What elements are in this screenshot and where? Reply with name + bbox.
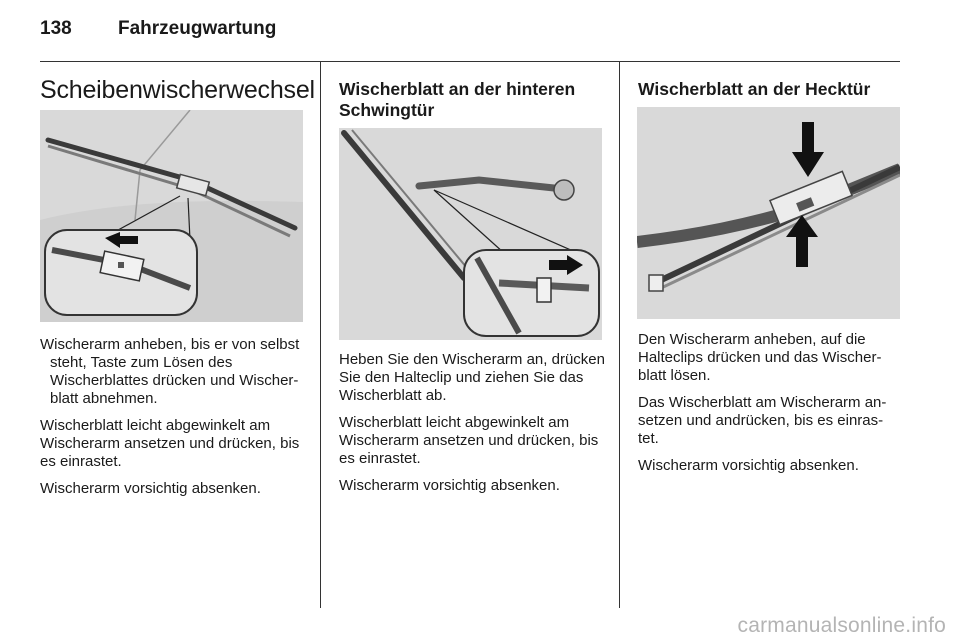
column-divider-1 (320, 62, 321, 608)
instruction-paragraph: Heben Sie den Wischerarm an, drücken Sie den Halteclip und ziehen Sie das Wischerblatt ab. (339, 351, 605, 404)
instruction-paragraph: Wischerarm vorsichtig absenken. (638, 457, 859, 474)
instruction-paragraph: Das Wischerblatt am Wischerarm an- setzen und andrücken, bis es einras- tet. (638, 394, 887, 447)
header-rule (40, 61, 900, 62)
section-heading: Wischerblatt an der hinteren Schwingtür (339, 79, 576, 120)
instruction-paragraph: Wischerarm vorsichtig absenken. (339, 477, 560, 494)
tailgate-wiper-illustration-icon (637, 107, 900, 319)
column-rear-swing-door-text (339, 351, 609, 504)
column-front-wiper (40, 76, 315, 105)
section-heading: Wischerblatt an der Hecktür (638, 79, 871, 99)
page-number: 138 (40, 18, 72, 39)
column-front-wiper-text (40, 336, 310, 507)
front-wiper-illustration-icon (40, 110, 303, 322)
column-tailgate-text (638, 331, 903, 484)
column-rear-swing-door (339, 79, 609, 121)
section-heading: Scheibenwischerwechsel (40, 76, 315, 104)
column-divider-2 (619, 62, 620, 608)
instruction-paragraph: Wischerblatt leicht abgewinkelt am Wischerarm ansetzen und drücken, bis es einrastet. (40, 417, 300, 470)
column-tailgate (638, 79, 903, 100)
instruction-paragraph: Den Wischerarm anheben, auf die Halteclips drücken und das Wischer- blatt lösen. (638, 331, 882, 384)
instruction-paragraph: Wischerarm vorsichtig absenken. (40, 480, 261, 497)
watermark: carmanualsonline.info (737, 614, 946, 637)
rear-swing-door-wiper-illustration-icon (339, 128, 602, 340)
instruction-paragraph: Wischerarm anheben, bis er von selbst steht, Taste zum Lösen des Wischerblattes drücken und Wischer- blatt abnehmen. (40, 336, 300, 407)
instruction-paragraph: Wischerblatt leicht abgewinkelt am Wischerarm ansetzen und drücken, bis es einrastet. (339, 414, 599, 467)
chapter-title: Fahrzeugwartung (118, 18, 277, 39)
